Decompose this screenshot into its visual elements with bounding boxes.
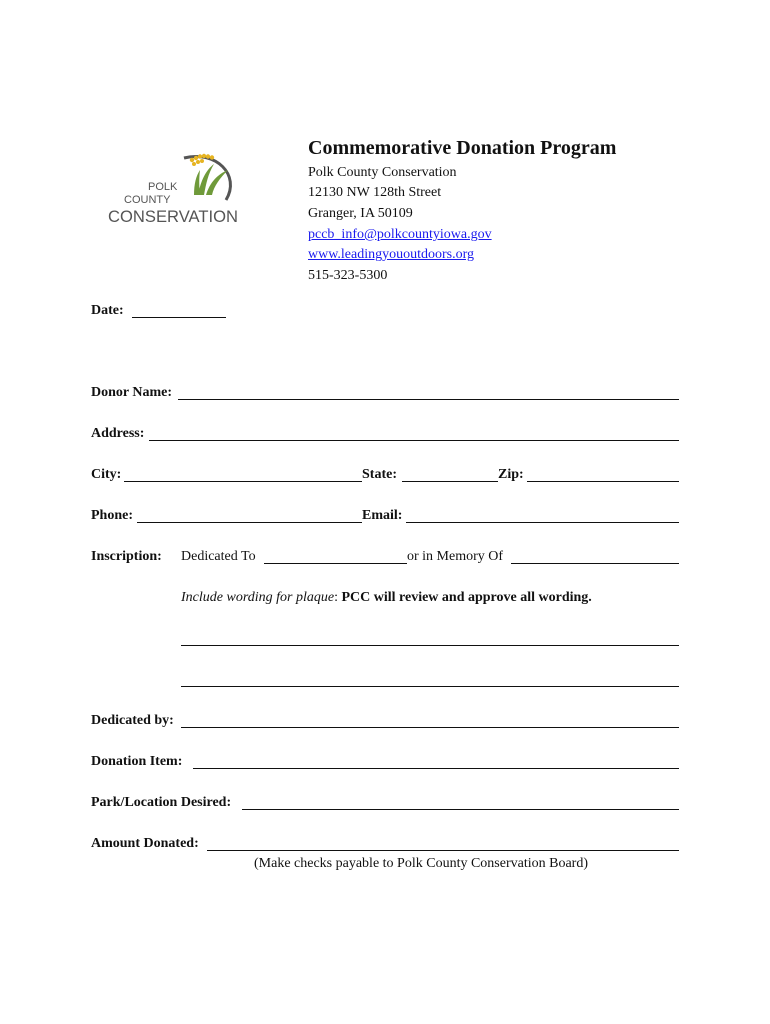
donor-name-label: Donor Name: — [91, 385, 173, 400]
donation-item-field[interactable] — [193, 768, 679, 769]
park-location-field[interactable] — [242, 809, 679, 810]
logo-line1: POLK — [148, 181, 178, 193]
phone-label: Phone: — [91, 508, 133, 523]
date-label: Date: — [91, 303, 124, 318]
plaque-wording-line-1[interactable] — [181, 645, 679, 646]
email-field[interactable] — [406, 522, 679, 523]
plaque-instruction-colon: : — [334, 590, 342, 605]
in-memory-of-text: or in Memory Of — [407, 549, 504, 564]
email-link[interactable]: pccb_info@polkcountyiowa.gov — [308, 227, 492, 242]
city-field[interactable] — [124, 481, 362, 482]
zip-field[interactable] — [527, 481, 679, 482]
address-label: Address: — [91, 426, 145, 441]
page-title: Commemorative Donation Program — [308, 137, 617, 159]
plaque-instruction-bold: PCC will review and approve all wording. — [341, 590, 592, 605]
dedicated-to-text: Dedicated To — [181, 549, 256, 564]
dedicated-by-field[interactable] — [181, 727, 679, 728]
state-field[interactable] — [402, 481, 498, 482]
amount-donated-label: Amount Donated: — [91, 836, 199, 851]
plaque-instruction — [181, 590, 592, 606]
polk-county-conservation-logo — [106, 150, 241, 230]
street-address: 12130 NW 128th Street — [308, 185, 442, 200]
donor-name-field[interactable] — [178, 399, 679, 400]
park-location-label: Park/Location Desired: — [91, 795, 232, 810]
date-field[interactable] — [132, 317, 226, 318]
donation-item-label: Donation Item: — [91, 754, 183, 769]
phone-field[interactable] — [137, 522, 362, 523]
logo-line3: CONSERVATION — [108, 207, 238, 226]
plaque-instruction-italic: Include wording for plaque — [181, 590, 335, 605]
city-label: City: — [91, 467, 122, 482]
amount-donated-field[interactable] — [207, 850, 679, 851]
org-name: Polk County Conservation — [308, 165, 457, 180]
inscription-label: Inscription: — [91, 549, 162, 564]
dedicated-by-label: Dedicated by: — [91, 713, 174, 728]
city-state-zip: Granger, IA 50109 — [308, 206, 413, 221]
logo-line2: COUNTY — [124, 194, 171, 206]
address-field[interactable] — [149, 440, 679, 441]
state-label: State: — [362, 467, 397, 482]
dedicated-to-field[interactable] — [264, 563, 407, 564]
plaque-wording-line-2[interactable] — [181, 686, 679, 687]
checks-payable-note: (Make checks payable to Polk County Conservation Board) — [254, 856, 588, 871]
phone-number: 515-323-5300 — [308, 268, 388, 283]
website-link[interactable]: www.leadingyououtdoors.org — [308, 247, 475, 262]
email-label: Email: — [362, 508, 403, 523]
zip-label: Zip: — [498, 467, 524, 482]
in-memory-of-field[interactable] — [511, 563, 679, 564]
